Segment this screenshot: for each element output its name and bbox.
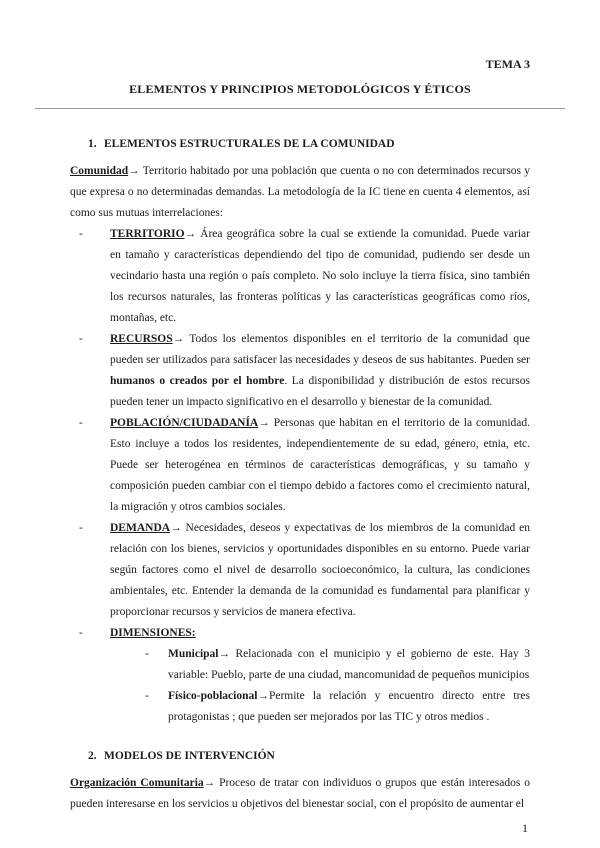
bullet-marker: - bbox=[79, 627, 83, 639]
document-title: ELEMENTOS Y PRINCIPIOS METODOLÓGICOS Y ÉTICOS bbox=[129, 82, 471, 96]
bullet-marker: - bbox=[79, 333, 83, 345]
bullet-term: POBLACIÓN/CIUDADANÍA bbox=[110, 417, 259, 429]
bullet-content bbox=[110, 413, 530, 518]
section-1-heading bbox=[70, 134, 530, 155]
sub-bullet-item-fisico-poblacional bbox=[70, 686, 530, 728]
section-2 bbox=[70, 746, 530, 815]
bullet-bold-text: humanos o creados por el hombre bbox=[110, 375, 285, 387]
bullet-marker: - bbox=[79, 228, 83, 240]
header-tema: TEMA 3 bbox=[485, 57, 530, 71]
sub-bullet-text: →Permite la relación y encuentro directo entre tres protagonistas ; que pueden ser mejorados por las TIC y otros medios . bbox=[168, 690, 530, 723]
section-1 bbox=[70, 134, 530, 728]
bullet-text: → Todos los elementos disponibles en el territorio de la comunidad que pueden ser utilizados para satisfacer las necesidades y deseos de sus habitantes. Pueden ser bbox=[110, 333, 530, 366]
section-2-heading bbox=[70, 746, 530, 767]
title-divider bbox=[35, 108, 565, 109]
bullet-term: DEMANDA bbox=[110, 522, 171, 534]
intro-paragraph bbox=[70, 161, 530, 224]
section-number: 2. bbox=[88, 750, 97, 762]
sub-bullet-content bbox=[168, 644, 530, 686]
body-paragraph bbox=[70, 773, 530, 815]
bullet-item-demanda bbox=[70, 518, 530, 623]
paragraph-term: Organización Comunitaria bbox=[70, 777, 204, 789]
bullet-text: → Necesidades, deseos y expectativas de los miembros de la comunidad en relación con los bienes, servicios y oportunidades disponibles en su entorno. Puede variar según factores como el nivel de desarrollo socioeconómico, la cultura, las condiciones ambientales, etc. Entender la demanda de la comunidad es fundamental para planificar y proporcionar recursos y servicios de manera efectiva. bbox=[110, 522, 530, 618]
bullet-term: DIMENSIONES: bbox=[110, 627, 196, 639]
section-number: 1. bbox=[88, 138, 97, 150]
bullet-content bbox=[110, 329, 530, 413]
sub-bullet-content bbox=[168, 686, 530, 728]
bullet-term: RECURSOS bbox=[110, 333, 173, 345]
section-heading-text: ELEMENTOS ESTRUCTURALES DE LA COMUNIDAD bbox=[104, 138, 395, 150]
bullet-text: . La disponibilidad y distribución de estos recursos pueden tener un impacto significativo en el desarrollo y bienestar de la comunidad. bbox=[110, 375, 531, 408]
page-number: 1 bbox=[522, 821, 528, 835]
bullet-marker: - bbox=[79, 522, 83, 534]
section-heading-text: MODELOS DE INTERVENCIÓN bbox=[104, 750, 275, 762]
sub-bullet-marker: - bbox=[145, 648, 149, 660]
sub-bullet-item-municipal bbox=[70, 644, 530, 686]
paragraph-text: → Proceso de tratar con individuos o grupos que están interesados o pueden interesarse en los servicios u objetivos del bienestar social, con el propósito de aumentar el bbox=[70, 777, 530, 810]
intro-term: Comunidad bbox=[70, 165, 129, 177]
bullet-item-recursos bbox=[70, 329, 530, 413]
bullet-marker: - bbox=[79, 417, 83, 429]
bullet-content bbox=[110, 224, 530, 329]
bullet-item-territorio bbox=[70, 224, 530, 329]
sub-bullet-term: Físico-poblacional bbox=[168, 690, 258, 702]
bullet-term: TERRITORIO bbox=[110, 228, 185, 240]
sub-bullet-term: Municipal bbox=[168, 648, 219, 660]
bullet-text: → Área geográfica sobre la cual se extiende la comunidad. Puede variar en tamaño y características dependiendo del tipo de comunidad, pudiendo ser desde un vecindario hasta una región o país completo. No solo incluye la tierra física, sino también los recursos naturales, las fronteras políticas y las características geográficas como ríos, montañas, etc. bbox=[110, 228, 530, 324]
sub-bullet-text: → Relacionada con el municipio y el gobierno de este. Hay 3 variable: Pueblo, parte de una ciudad, mancomunidad de pequeños municipios bbox=[168, 648, 530, 681]
bullet-item-dimensiones bbox=[70, 623, 530, 644]
bullet-content bbox=[110, 518, 530, 623]
bullet-list bbox=[70, 224, 530, 728]
sub-bullet-marker: - bbox=[145, 690, 149, 702]
bullet-content bbox=[110, 623, 530, 644]
intro-text: → Territorio habitado por una población que cuenta o no con determinados recursos y que expresa o no determinadas demandas. La metodología de la IC tiene en cuenta 4 elementos, así como sus mutuas interrelaciones: bbox=[70, 165, 530, 219]
bullet-item-poblacion bbox=[70, 413, 530, 518]
bullet-text: → Personas que habitan en el territorio de la comunidad. Esto incluye a todos los residentes, independientemente de su edad, género, etnia, etc. Puede ser heterogénea en términos de características demográficas, y su tamaño y composición pueden cambiar con el tiempo debido a factores como el crecimiento natural, la migración y otros cambios sociales. bbox=[110, 417, 530, 513]
